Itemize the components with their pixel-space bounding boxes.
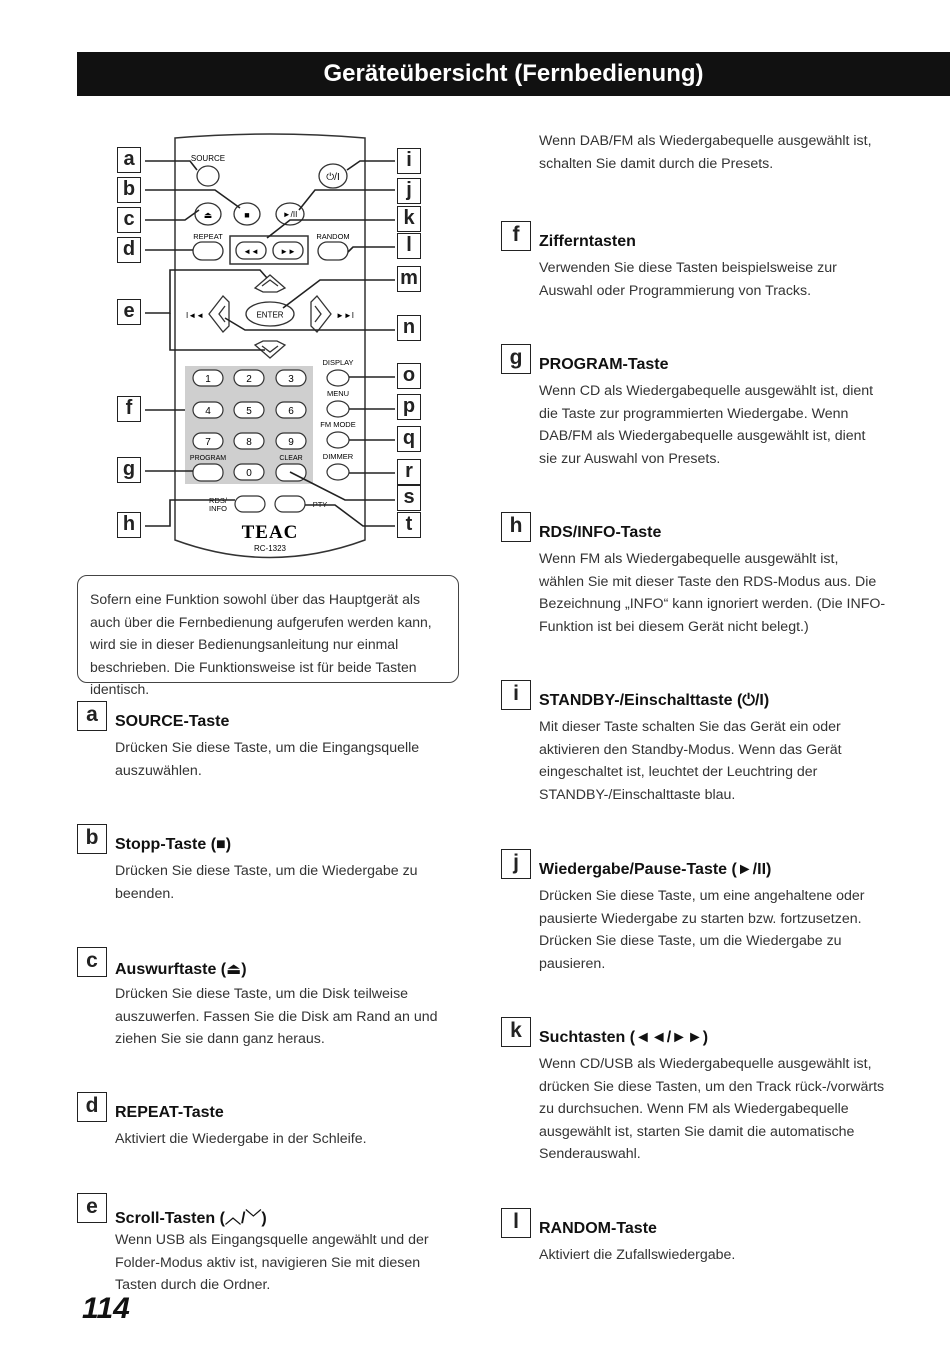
svg-text:7: 7 (205, 437, 211, 448)
callout-j: j (397, 178, 421, 204)
remote-control-diagram (115, 130, 425, 570)
display-button[interactable] (327, 370, 349, 386)
callout-c: c (117, 207, 141, 233)
section-body: Drücken Sie diese Taste, um eine angehaltene oder pausierte Wiedergabe zu starten bzw. fortzusetzen. Drücken Sie diese Taste, um die Wiedergabe zu pausieren. (539, 888, 865, 972)
section-title: Suchtasten (◄◄/►►) (539, 1029, 709, 1046)
callout-f: f (117, 396, 141, 422)
section-title: Wiedergabe/Pause-Taste (►/II) (539, 861, 772, 878)
section-body: Aktiviert die Zufallswiedergabe. (539, 1247, 736, 1263)
page-number: 114 (82, 1292, 130, 1325)
svg-text:6: 6 (288, 406, 294, 417)
callout-r: r (397, 459, 421, 485)
section-body: Drücken Sie diese Taste, um die Disk teilweise auszuwerfen. Fassen Sie die Disk am Rand an und ziehen Sie sie dann ganz heraus. (115, 986, 438, 1048)
svg-text:►►: ►► (280, 247, 296, 256)
callout-s: s (397, 485, 421, 511)
section-title: STANDBY-/Einschalttaste (⏻/I) (539, 692, 770, 709)
callout-i: i (397, 148, 421, 174)
section-title: Zifferntasten (539, 233, 636, 250)
svg-text:DISPLAY: DISPLAY (322, 358, 354, 367)
section-title: Stopp-Taste (■) (115, 836, 232, 853)
svg-text:0: 0 (246, 468, 252, 479)
random-button[interactable] (318, 242, 348, 260)
svg-text:MENU: MENU (326, 389, 350, 398)
section-body: Wenn CD/USB als Wiedergabequelle ausgewählt ist, drücken Sie diese Tasten, um den Track rück-/vorwärts zu durchsuchen. Wenn FM als Wiedergabequelle ausgewählt ist, starten Sie damit die automatische Senderauswahl. (539, 1056, 885, 1163)
section-title: REPEAT-Taste (115, 1104, 224, 1121)
section-title: RDS/INFO-Taste (539, 524, 662, 541)
callout-b: b (117, 177, 141, 203)
rds-info-button[interactable] (235, 496, 265, 512)
svg-text:PROGRAM: PROGRAM (189, 455, 227, 462)
callout-n: n (397, 315, 421, 341)
section-title: SOURCE-Taste (115, 713, 230, 730)
svg-text:5: 5 (246, 406, 252, 417)
page-title: Geräteübersicht (Fernbedienung) (77, 52, 950, 96)
callout-d: d (117, 237, 141, 263)
callout-e: e (117, 299, 141, 325)
svg-text:◄◄: ◄◄ (243, 247, 259, 256)
section-title: Scroll-Tasten (︿/﹀) (115, 1210, 267, 1227)
remote-model: RC-1323 (253, 544, 287, 553)
section-body: Wenn FM als Wiedergabequelle ausgewählt ist, wählen Sie mit dieser Taste den RDS-Modus aus. Die Bezeichnung „INFO“ kann ignoriert werden. (Die INFO-Funktion ist bei diesem Gerät nicht belegt.) (539, 551, 886, 635)
callout-p: p (397, 394, 421, 420)
callout-o: o (397, 363, 421, 389)
note-box: Sofern eine Funktion sowohl über das Hauptgerät als auch über die Fernbedienung aufgerufen werden kann, wird sie in dieser Bedienungsanleitung nur einmal beschrieben. Die Funktionsweise ist für beide Tasten identisch. (77, 575, 459, 683)
svg-text:PTY: PTY (312, 500, 328, 509)
svg-text:2: 2 (246, 374, 252, 385)
dimmer-button[interactable] (327, 464, 349, 480)
svg-text:9: 9 (288, 437, 294, 448)
svg-text:REPEAT: REPEAT (193, 232, 223, 241)
callout-k: k (397, 206, 421, 232)
callout-g: g (117, 457, 141, 483)
section-body: Wenn USB als Eingangsquelle angewählt und der Folder-Modus aktiv ist, navigieren Sie mit diesen Tasten durch die Ordner. (115, 1232, 429, 1294)
section-e-continuation: Wenn DAB/FM als Wiedergabequelle ausgewählt ist, schalten Sie damit durch die Presets. (539, 133, 872, 172)
svg-text:8: 8 (246, 437, 252, 448)
section-title: PROGRAM-Taste (539, 356, 669, 373)
svg-text:RANDOM: RANDOM (316, 232, 350, 241)
svg-text:CLEAR: CLEAR (279, 455, 303, 462)
pty-button[interactable] (275, 496, 305, 512)
section-body: Mit dieser Taste schalten Sie das Gerät ein oder aktivieren den Standby-Modus. Wenn das Gerät eingeschaltet ist, leuchtet der Leuchtring der STANDBY-/Einschalttaste blau. (539, 719, 842, 803)
repeat-button[interactable] (193, 242, 223, 260)
source-label: SOURCE (190, 154, 226, 163)
callout-q: q (397, 426, 421, 452)
callout-a: a (117, 147, 141, 173)
svg-text:DIMMER: DIMMER (322, 452, 354, 461)
section-title: Auswurftaste (⏏) (115, 961, 247, 978)
section-body: Drücken Sie diese Taste, um die Wiedergabe zu beenden. (115, 863, 418, 902)
remote-brand: TEAC (241, 522, 299, 543)
fm-mode-button[interactable] (327, 432, 349, 448)
svg-text:4: 4 (205, 406, 211, 417)
section-body: Wenn CD als Wiedergabequelle ausgewählt ist, dient die Taste zur programmierten Wiedergabe. Wenn DAB/FM als Wiedergabequelle ausgewählt ist, dient sie zur Auswahl von Presets. (539, 383, 874, 467)
svg-text:►/II: ►/II (282, 210, 298, 219)
menu-button[interactable] (327, 401, 349, 417)
svg-text:FM MODE: FM MODE (320, 420, 356, 429)
svg-text:RDS/: RDS/ (209, 496, 227, 505)
callout-h: h (117, 512, 141, 538)
svg-text:1: 1 (205, 374, 211, 385)
svg-text:ENTER: ENTER (256, 310, 284, 320)
program-button[interactable] (193, 464, 223, 481)
svg-text:■: ■ (244, 210, 250, 220)
svg-text:INFO: INFO (209, 504, 227, 513)
callout-l: l (397, 233, 421, 259)
section-body: Drücken Sie diese Taste, um die Eingangsquelle auszuwählen. (115, 740, 420, 779)
section-body: Verwenden Sie diese Tasten beispielsweise zur Auswahl oder Programmierung von Tracks. (539, 260, 837, 299)
svg-text:►►I: ►►I (335, 311, 355, 320)
source-button[interactable] (197, 166, 219, 186)
callout-t: t (397, 512, 421, 538)
section-body: Aktiviert die Wiedergabe in der Schleife. (115, 1131, 367, 1147)
svg-text:⏏: ⏏ (203, 210, 213, 220)
svg-text:3: 3 (288, 374, 294, 385)
section-title: RANDOM-Taste (539, 1220, 657, 1237)
svg-text:I◄◄: I◄◄ (185, 311, 205, 320)
power-label: ⏻/I (326, 172, 340, 183)
callout-m: m (397, 266, 421, 292)
